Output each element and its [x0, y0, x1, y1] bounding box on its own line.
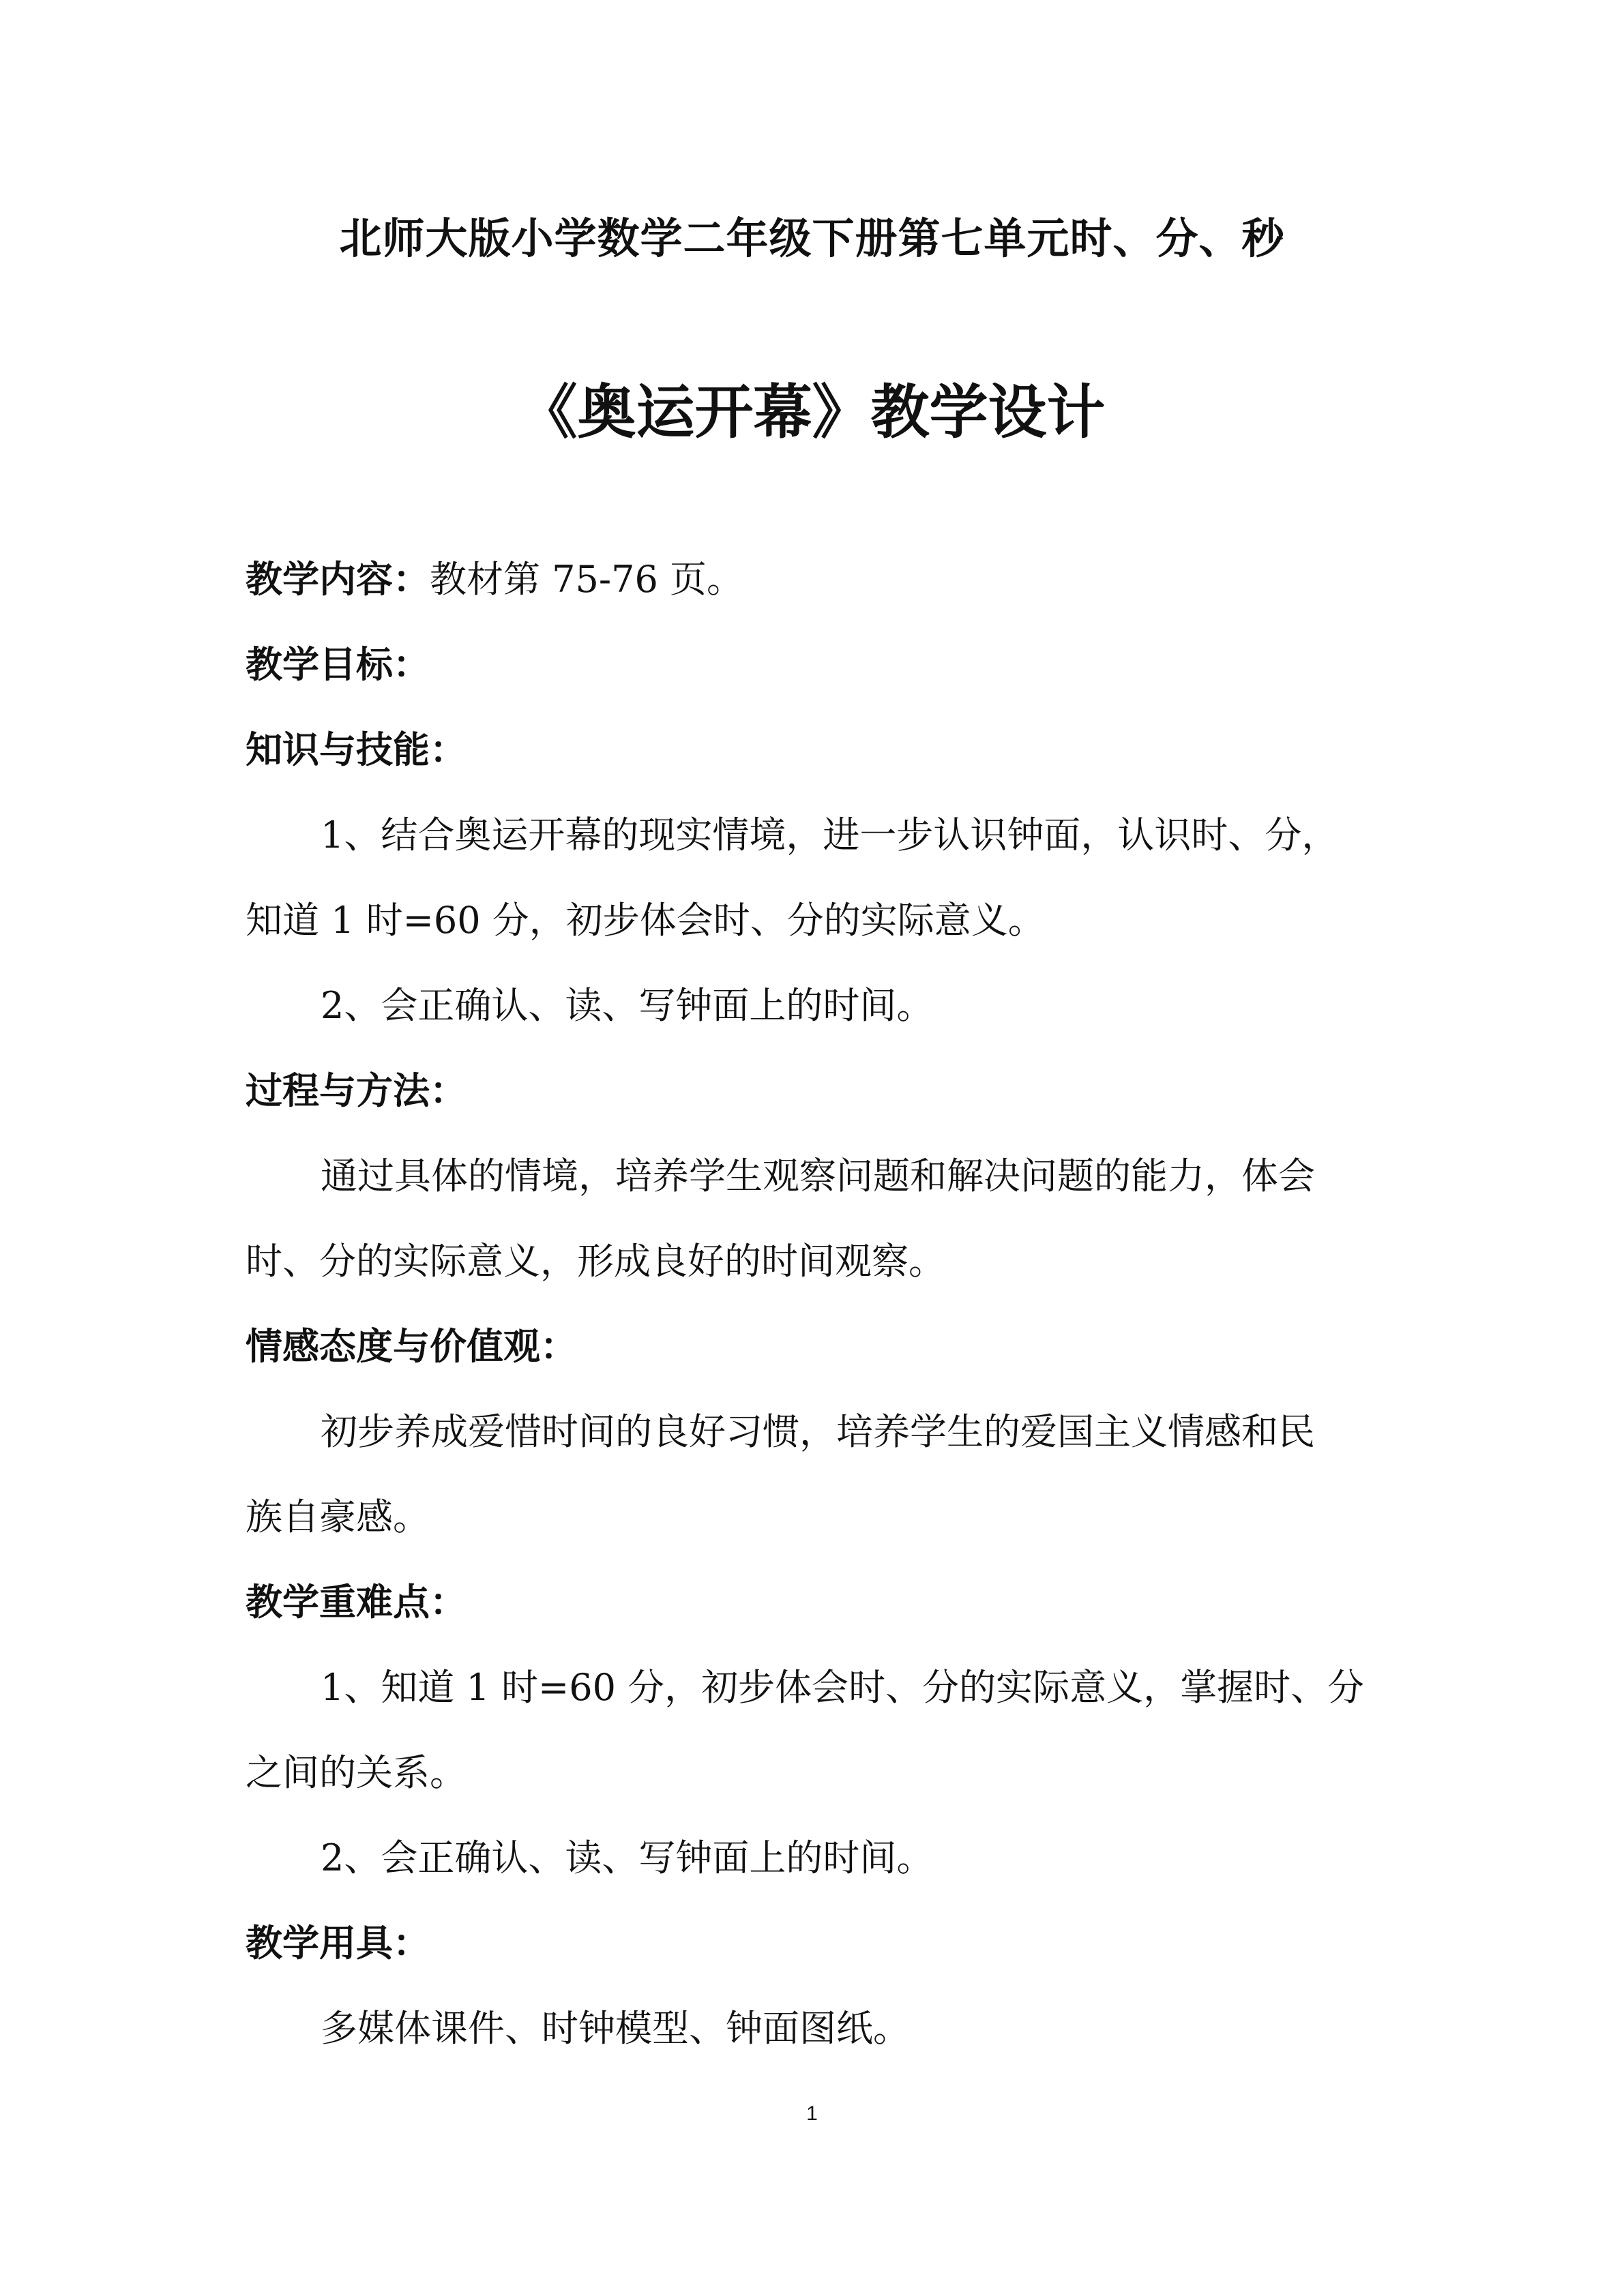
content-text: 教材第 75-76 页。: [430, 558, 744, 601]
knowledge-item1-line1: 1、结合奥运开幕的现实情境，进一步认识钟面，认识时、分，: [321, 814, 1339, 856]
document-subtitle: 北师大版小学数学二年级下册第七单元时、分、秒: [339, 213, 1285, 263]
process-heading: 过程与方法：: [246, 1069, 467, 1112]
keypoints-item2: 2、会正确认、读、写钟面上的时间。: [321, 1836, 934, 1879]
emotion-line2: 族自豪感。: [246, 1495, 430, 1538]
process-line1: 通过具体的情境，培养学生观察问题和解决问题的能力，体会: [321, 1154, 1315, 1197]
emotion-heading: 情感态度与价值观：: [246, 1325, 577, 1368]
keypoints-item1-line2: 之间的关系。: [246, 1751, 467, 1794]
knowledge-item2: 2、会正确认、读、写钟面上的时间。: [321, 984, 934, 1027]
objectives-heading: 教学目标：: [246, 643, 430, 686]
process-line2: 时、分的实际意义，形成良好的时间观察。: [246, 1240, 945, 1283]
keypoints-item1-line1: 1、知道 1 时=60 分，初步体会时、分的实际意义，掌握时、分: [321, 1666, 1365, 1709]
tools-text: 多媒体课件、时钟模型、钟面图纸。: [321, 2007, 910, 2050]
document-title: 《奥运开幕》教学设计: [518, 378, 1106, 447]
keypoints-heading: 教学重难点：: [246, 1581, 467, 1624]
page-number: 1: [806, 2102, 818, 2125]
emotion-line1: 初步养成爱惜时间的良好习惯，培养学生的爱国主义情感和民: [321, 1410, 1315, 1453]
content-label: 教学内容：: [246, 558, 430, 601]
knowledge-heading: 知识与技能：: [246, 728, 467, 771]
knowledge-item1-line2: 知道 1 时=60 分，初步体会时、分的实际意义。: [246, 899, 1045, 942]
content-line: [246, 552, 1391, 607]
tools-heading: 教学用具：: [246, 1922, 430, 1965]
